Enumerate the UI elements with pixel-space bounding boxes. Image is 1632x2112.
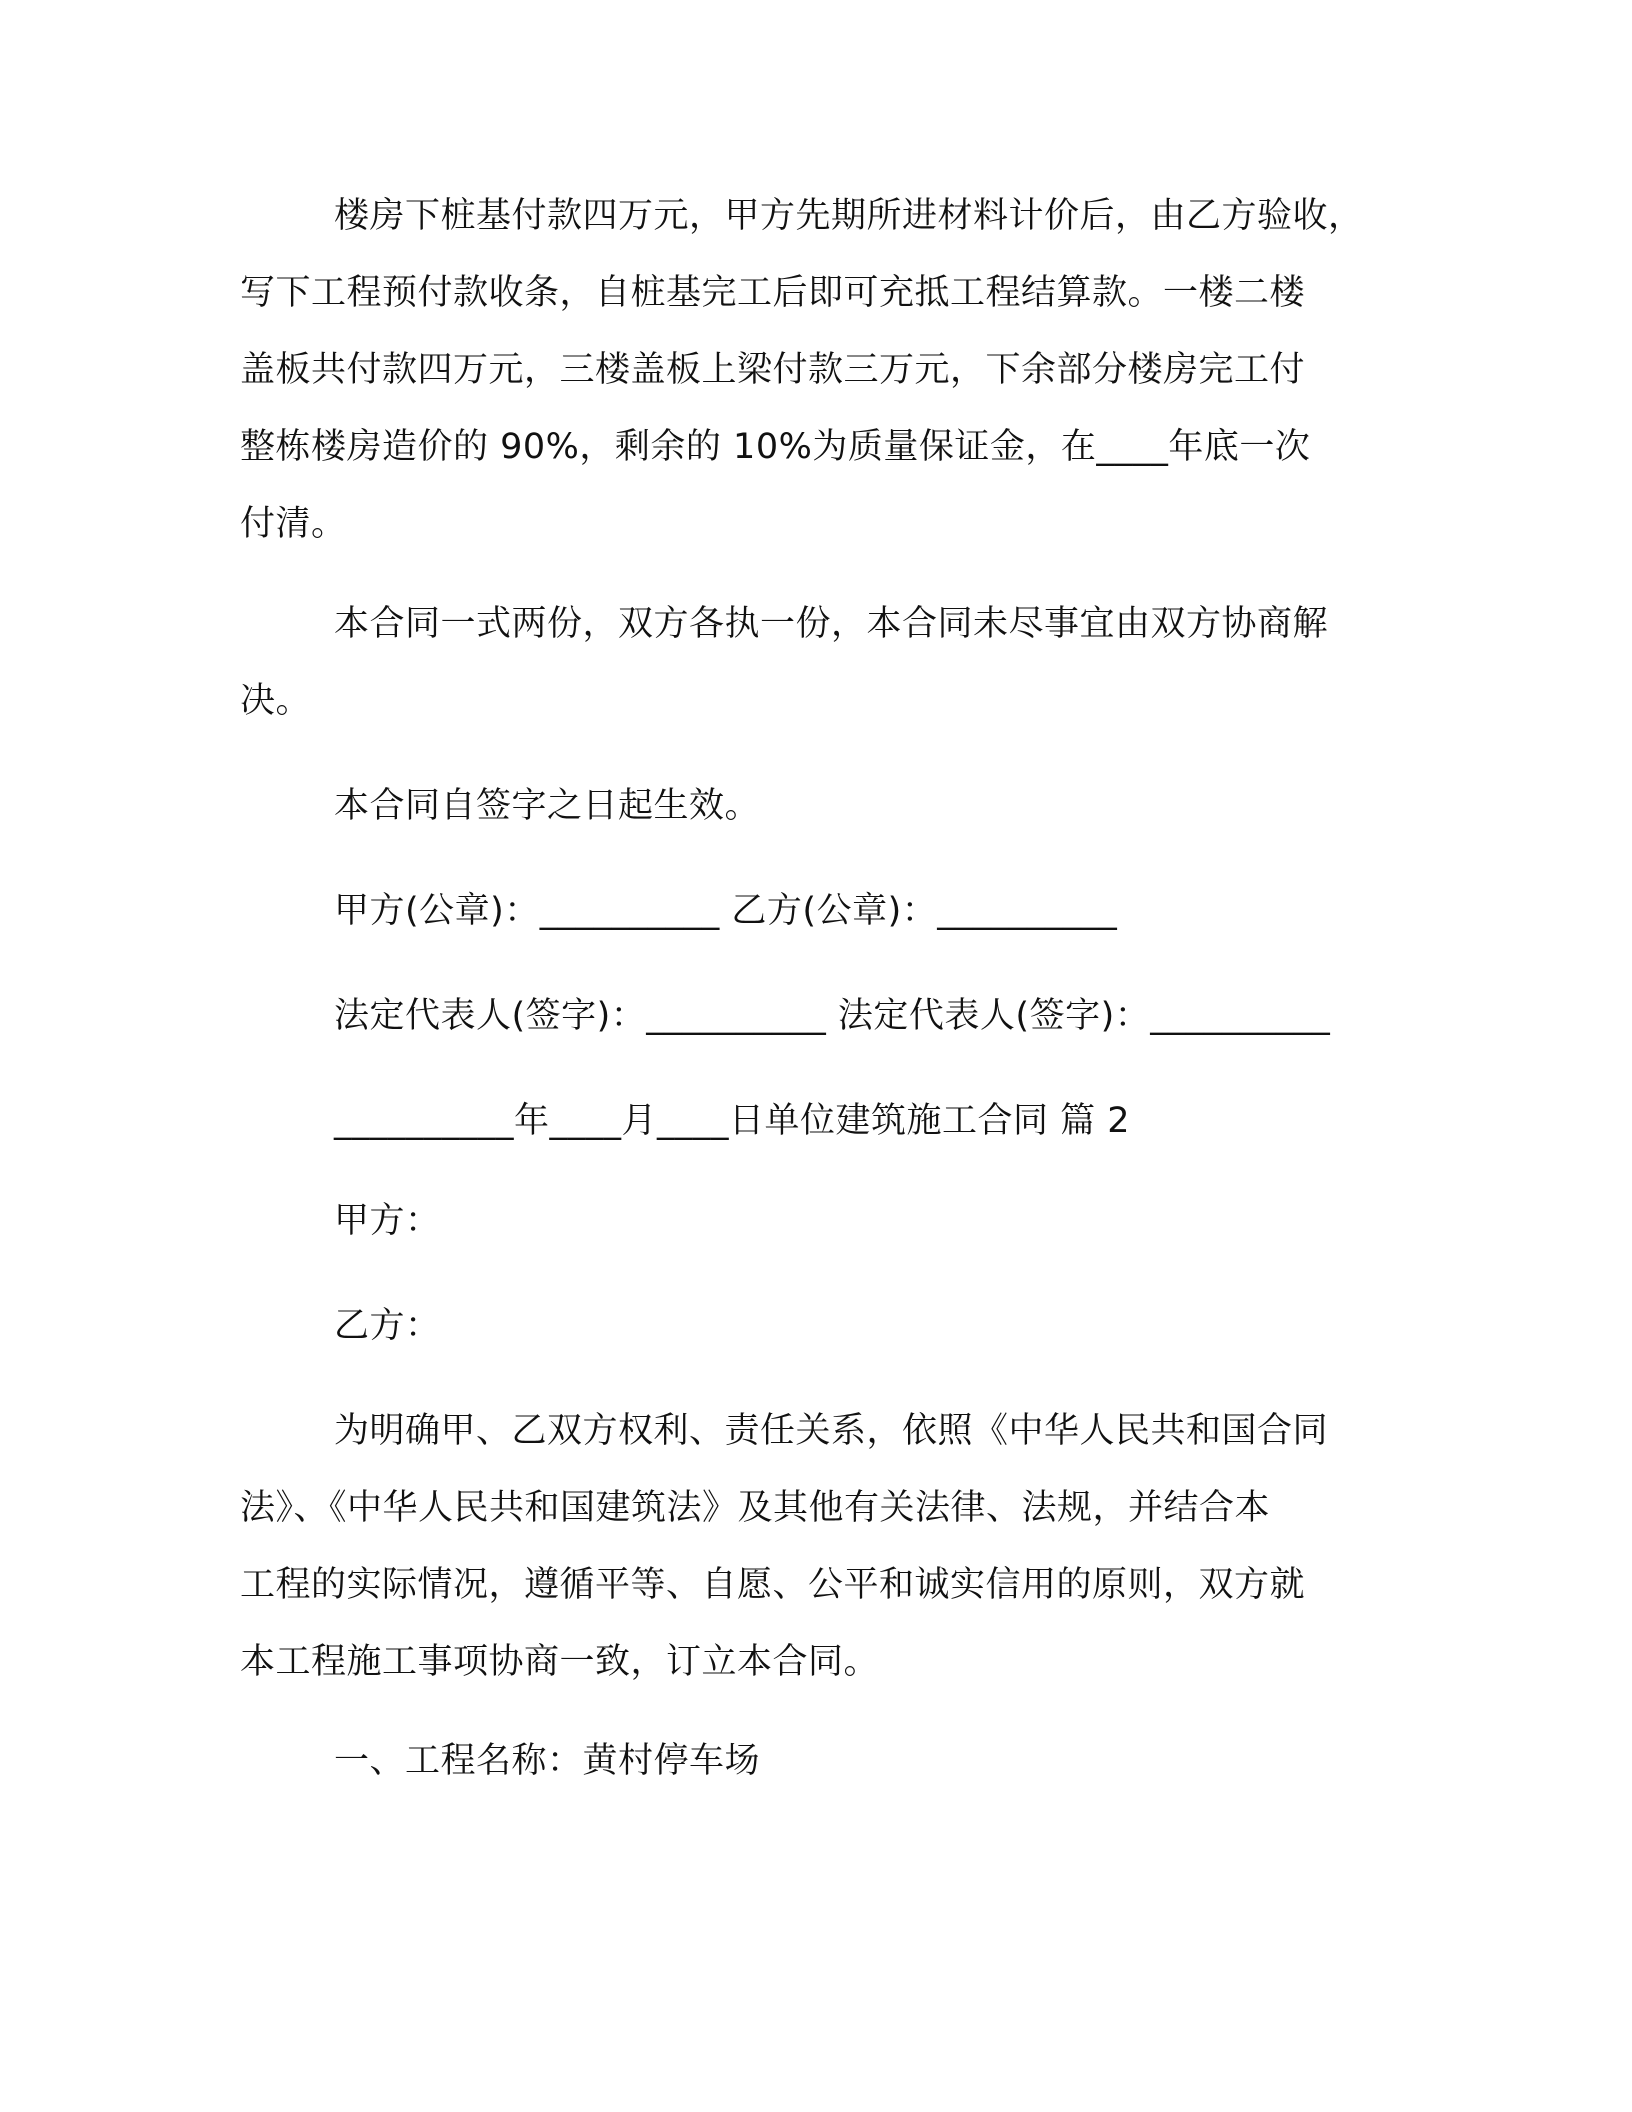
signature-seal-line xyxy=(240,873,1400,950)
paragraph-preamble xyxy=(240,1393,1400,1701)
paragraph-line: 甲方(公章)：__________ 乙方(公章)：__________ xyxy=(334,891,1118,931)
paragraph-effective xyxy=(240,768,1400,845)
paragraph-payment-terms xyxy=(240,178,1400,563)
signature-representative-line xyxy=(240,978,1400,1055)
date-and-section-title xyxy=(240,1083,1400,1160)
paragraph-line: 本合同一式两份，双方各执一份，本合同未尽事宜由双方协商解 xyxy=(334,604,1329,644)
paragraph-line: 付清。 xyxy=(240,504,347,544)
paragraph-line: 楼房下桩基付款四万元，甲方先期所进材料计价后，由乙方验收， xyxy=(334,196,1364,236)
paragraph-line: 本工程施工事项协商一致，订立本合同。 xyxy=(240,1642,880,1682)
paragraph-line: 甲方： xyxy=(334,1201,441,1241)
section-project-name xyxy=(240,1723,1400,1800)
paragraph-line: 决。 xyxy=(240,681,312,721)
party-b-line xyxy=(240,1288,1400,1365)
paragraph-copies xyxy=(240,586,1400,740)
paragraph-line: 法》、《中华人民共和国建筑法》及其他有关法律、法规，并结合本 xyxy=(240,1488,1271,1528)
paragraph-line: 写下工程预付款收条，自桩基完工后即可充抵工程结算款。一楼二楼 xyxy=(240,273,1306,313)
paragraph-line: __________年____月____日单位建筑施工合同 篇 2 xyxy=(334,1101,1131,1141)
paragraph-line: 为明确甲、乙双方权利、责任关系，依照《中华人民共和国合同 xyxy=(334,1411,1329,1451)
paragraph-line: 法定代表人(签字)：__________ 法定代表人(签字)：__________ xyxy=(334,996,1331,1036)
party-a-line xyxy=(240,1183,1400,1260)
paragraph-line: 乙方： xyxy=(334,1306,441,1346)
paragraph-line: 盖板共付款四万元，三楼盖板上梁付款三万元，下余部分楼房完工付 xyxy=(240,350,1306,390)
paragraph-line: 工程的实际情况，遵循平等、自愿、公平和诚实信用的原则，双方就 xyxy=(240,1565,1306,1605)
paragraph-line: 一、工程名称：黄村停车场 xyxy=(334,1741,761,1781)
paragraph-line: 整栋楼房造价的 90%，剩余的 10%为质量保证金，在____年底一次 xyxy=(240,427,1311,467)
paragraph-line: 本合同自签字之日起生效。 xyxy=(334,786,761,826)
